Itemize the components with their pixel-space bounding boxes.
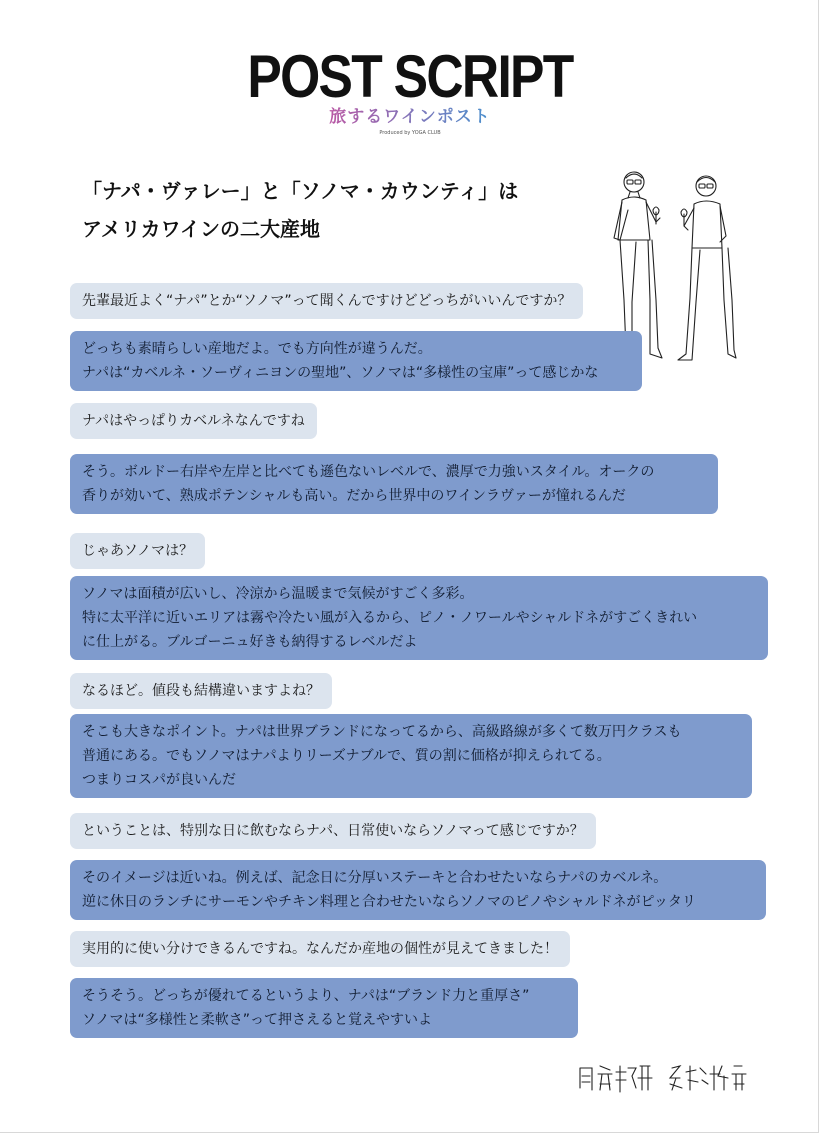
dialogue-bubble-answer	[70, 714, 752, 798]
bubble-line: に仕上がる。ブルゴーニュ好きも納得するレベルだよ	[82, 634, 418, 650]
dialogue-bubble-question	[70, 283, 583, 319]
dialogue-bubble-question	[70, 673, 332, 709]
bubble-line: 特に太平洋に近いエリアは霧や冷たい風が入るから、ピノ・ノワールやシャルドネがすごくきれい	[82, 610, 698, 626]
post-script-logo	[0, 44, 820, 137]
dialogue-bubble-answer	[70, 576, 768, 660]
dialogue-bubble-answer	[70, 978, 578, 1038]
bubble-line: ソノマは面積が広いし、冷涼から温暖まで気候がすごく多彩。	[82, 586, 474, 602]
dialogue-bubble-answer	[70, 454, 718, 514]
dialogue-bubble-answer	[70, 331, 642, 391]
handwritten-signature	[576, 1058, 756, 1098]
bubble-line: ということは、特別な日に飲むならナパ、日常使いならソノマって感じですか？	[82, 823, 584, 839]
bubble-line: つまりコスパが良いんだ	[82, 772, 236, 788]
bubble-line: 実用的に使い分けできるんですね。なんだか産地の個性が見えてきました！	[82, 941, 558, 957]
right-wine-glass	[681, 209, 687, 226]
dialogue-bubble-question	[70, 813, 596, 849]
dialogue-bubble-question	[70, 931, 570, 967]
right-man-shirt	[692, 201, 722, 248]
dialogue-bubble-question	[70, 403, 317, 439]
logo-subtitle: 旅するワインポスト	[0, 106, 820, 128]
bubble-line: ナパは“カベルネ・ソーヴィニヨンの聖地”、ソノマは“多様性の宝庫”って感じかな	[82, 365, 599, 381]
logo-credit: Produced by YOGA CLUB	[379, 130, 441, 136]
bubble-line: どっちも素晴らしい産地だよ。でも方向性が違うんだ。	[82, 341, 432, 357]
bubble-line: そのイメージは近いね。例えば、記念日に分厚いステーキと合わせたいならナパのカベルネ。	[82, 870, 668, 886]
bubble-line: 逆に休日のランチにサーモンやチキン料理と合わせたいならソノマのピノやシャルドネがピッタリ	[82, 894, 696, 910]
bubble-line: そうそう。どっちが優れてるというより、ナパは“ブランド力と重厚さ”	[82, 988, 530, 1004]
dialogue-bubble-question	[70, 533, 205, 569]
headline-line-2: アメリカワインの二大産地	[82, 217, 320, 241]
bubble-line: なるほど。値段も結構違いますよね？	[82, 683, 320, 699]
bubble-line: そう。ボルドー右岸や左岸と比べても遜色ないレベルで、濃厚で力強いスタイル。オークの	[82, 464, 655, 480]
bubble-line: ソノマは“多様性と柔軟さ”って押さえると覚えやすいよ	[82, 1012, 432, 1028]
headline	[82, 172, 518, 248]
bubble-line: じゃあソノマは？	[82, 543, 194, 559]
logo-title: POST SCRIPT	[247, 43, 573, 110]
dialogue-bubble-answer	[70, 860, 766, 920]
headline-line-1: 「ナパ・ヴァレー」と「ソノマ・カウンティ」は	[82, 179, 519, 203]
bubble-line: そこも大きなポイント。ナパは世界ブランドになってるから、高級路線が多くて数万円クラスも	[82, 724, 682, 740]
bubble-line: 先輩最近よく“ナパ”とか“ソノマ”って聞くんですけどどっちがいいんですか？	[82, 293, 572, 309]
bubble-line: 香りが効いて、熟成ポテンシャルも高い。だから世界中のワインラヴァーが憧れるんだ	[82, 488, 626, 504]
left-man-shirt	[618, 197, 650, 240]
bubble-line: ナパはやっぱりカベルネなんですね	[82, 413, 305, 429]
left-wine-glass	[653, 207, 659, 224]
bubble-line: 普通にある。でもソノマはナパよりリーズナブルで、質の割に価格が抑えられてる。	[82, 748, 611, 764]
